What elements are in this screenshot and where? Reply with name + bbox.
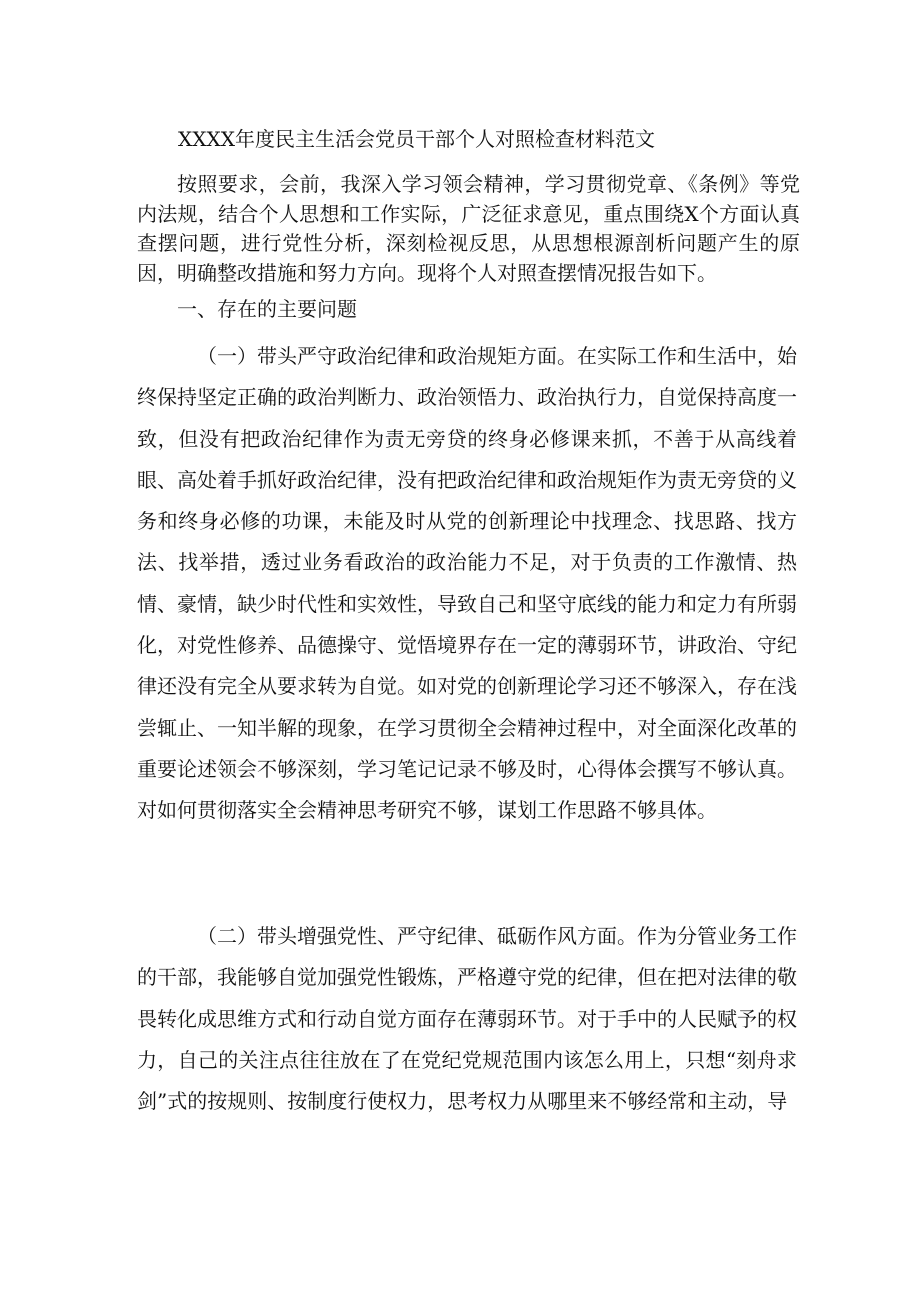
body-paragraph-1: （一）带头严守政治纪律和政治规矩方面。在实际工作和生活中，始终保持坚定正确的政治判断力、政治领悟力、政治执行力，自觉保持高度一致，但没有把政治纪律作为责无旁贷的终身必修课来抓，不善于从高线着眼、高处着手抓好政治纪律，没有把政治纪律和政治规矩作为责无旁贷的义务和终身必修的功课，未能及时从党的创新理论中找理念、找思路、找方法、找举措，透过业务看政治的政治能力不足，对于负责的工作激情、热情、豪情，缺少时代性和实效性，导致自己和坚守底线的能力和定力有所弱化，对党性修养、品德操守、觉悟境界存在一定的薄弱环节，讲政治、守纪律还没有完全从要求转为自觉。如对党的创新理论学习还不够深入，存在浅尝辄止、一知半解的现象，在学习贯彻全会精神过程中，对全面深化改革的重要论述领会不够深刻，学习笔记记录不够及时，心得体会撰写不够认真。对如何贯彻落实全会精神思考研究不够，谋划工作思路不够具体。 <box>137 344 797 823</box>
document-title: XXXX年度民主生活会党员干部个人对照检查材料范文 <box>178 127 655 151</box>
intro-paragraph: 按照要求，会前，我深入学习领会精神，学习贯彻党章、《条例》等党内法规，结合个人思想和工作实际，广泛征求意见，重点围绕X个方面认真查摆问题，进行党性分析，深刻检视反思，从思想根源剖析问题产生的原因，明确整改措施和努力方向。现将个人对照查摆情况报告如下。 <box>137 172 800 285</box>
section-heading: 一、存在的主要问题 <box>177 297 357 321</box>
body-paragraph-2: （二）带头增强党性、严守纪律、砥砺作风方面。作为分管业务工作的干部，我能够自觉加强党性锻炼，严格遵守党的纪律，但在把对法律的敬畏转化成思维方式和行动自觉方面存在薄弱环节。对于手中的人民赋予的权力，自己的关注点往往放在了在党纪党规范围内该怎么用上，只想“刻舟求剑”式的按规则、按制度行使权力，思考权力从哪里来不够经常和主动，导 <box>137 924 797 1114</box>
